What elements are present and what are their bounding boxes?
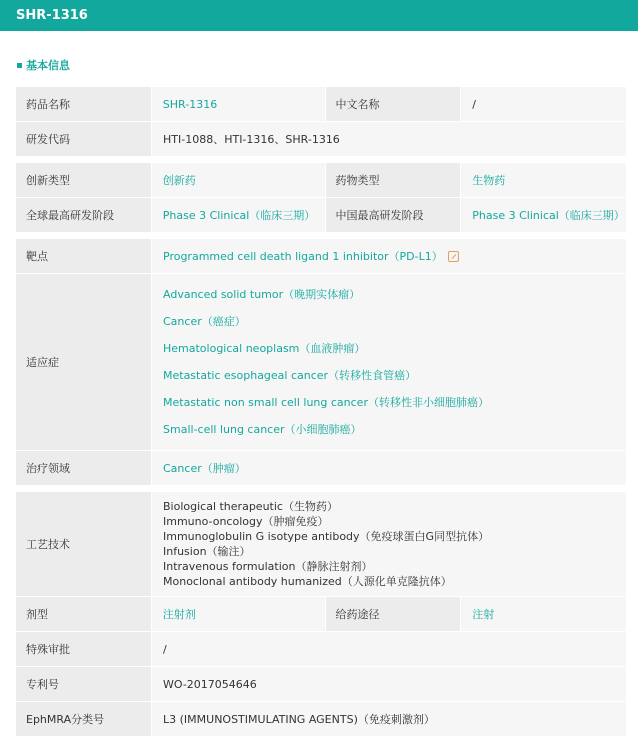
indications-list <box>152 274 626 450</box>
china-stage-label: 中国最高研发阶段 <box>326 198 461 232</box>
innovation-value[interactable]: 创新药 <box>152 163 325 197</box>
indication-item[interactable]: Cancer（癌症） <box>163 315 246 328</box>
technology-item: Immuno-oncology（肿瘤免疫） <box>163 515 329 528</box>
row-ephmra <box>16 702 626 736</box>
patent-label: 专利号 <box>16 667 151 701</box>
row-formulation <box>16 597 626 631</box>
ephmra-value: L3 (IMMUNOSTIMULATING AGENTS)（免疫刺激剂） <box>152 702 626 736</box>
drug-type-label: 药物类型 <box>326 163 461 197</box>
indication-item[interactable]: Small-cell lung cancer（小细胞肺癌） <box>163 423 362 436</box>
row-patent <box>16 667 626 701</box>
technology-item: Biological therapeutic（生物药） <box>163 500 338 513</box>
row-therapy <box>16 451 626 485</box>
china-stage-value[interactable]: Phase 3 Clinical（临床三期） <box>461 198 626 232</box>
global-stage-label: 全球最高研发阶段 <box>16 198 151 232</box>
therapy-label: 治疗领域 <box>16 451 151 485</box>
target-label: 靶点 <box>16 239 151 273</box>
cn-name-value: / <box>461 87 626 121</box>
row-technology <box>16 492 626 596</box>
technology-item: Immunoglobulin G isotype antibody（免疫球蛋白G同型抗体） <box>163 530 490 543</box>
indications-label: 适应症 <box>16 274 151 450</box>
global-stage-value[interactable]: Phase 3 Clinical（临床三期） <box>152 198 325 232</box>
special-approval-label: 特殊审批 <box>16 632 151 666</box>
row-innovation <box>16 163 626 197</box>
ephmra-label: EphMRA分类号 <box>16 702 151 736</box>
row-target <box>16 239 626 273</box>
row-indications <box>16 274 626 450</box>
indication-item[interactable]: Advanced solid tumor（晚期实体瘤） <box>163 288 361 301</box>
drug-name-label: 药品名称 <box>16 87 151 121</box>
page-title: SHR-1316 <box>16 8 88 23</box>
section-title-text: 基本信息 <box>26 59 70 72</box>
route-value[interactable]: 注射 <box>461 597 626 631</box>
row-special-approval <box>16 632 626 666</box>
special-approval-value: / <box>152 632 626 666</box>
indication-item[interactable]: Metastatic non small cell lung cancer（转移性非小细胞肺癌） <box>163 396 489 409</box>
formulation-value[interactable]: 注射剂 <box>152 597 325 631</box>
innovation-label: 创新类型 <box>16 163 151 197</box>
row-drug-name <box>16 87 626 121</box>
section-title <box>17 57 70 73</box>
cn-name-label: 中文名称 <box>326 87 461 121</box>
technology-item: Intravenous formulation（静脉注射剂） <box>163 560 373 573</box>
row-stage <box>16 198 626 232</box>
technology-list <box>152 492 626 596</box>
technology-item: Monoclonal antibody humanized（人源化单克隆抗体） <box>163 575 452 588</box>
therapy-value[interactable]: Cancer（肿瘤） <box>152 451 626 485</box>
drug-name-value[interactable]: SHR-1316 <box>152 87 325 121</box>
formulation-label: 剂型 <box>16 597 151 631</box>
row-rd-code <box>16 122 626 156</box>
technology-label: 工艺技术 <box>16 492 151 596</box>
target-value[interactable] <box>152 239 626 273</box>
page-header <box>0 0 638 31</box>
drug-type-value[interactable]: 生物药 <box>461 163 626 197</box>
technology-item: Infusion（输注） <box>163 545 251 558</box>
indication-item[interactable]: Hematological neoplasm（血液肿瘤） <box>163 342 366 355</box>
patent-value: WO-2017054646 <box>152 667 626 701</box>
edit-icon[interactable] <box>448 251 459 262</box>
target-value-text[interactable]: Programmed cell death ligand 1 inhibitor（PD-L1） <box>163 250 443 263</box>
rd-code-value: HTI-1088、HTI-1316、SHR-1316 <box>152 122 626 156</box>
bullet-square-icon <box>17 63 22 68</box>
indication-item[interactable]: Metastatic esophageal cancer（转移性食管癌） <box>163 369 417 382</box>
route-label: 给药途径 <box>326 597 461 631</box>
rd-code-label: 研发代码 <box>16 122 151 156</box>
